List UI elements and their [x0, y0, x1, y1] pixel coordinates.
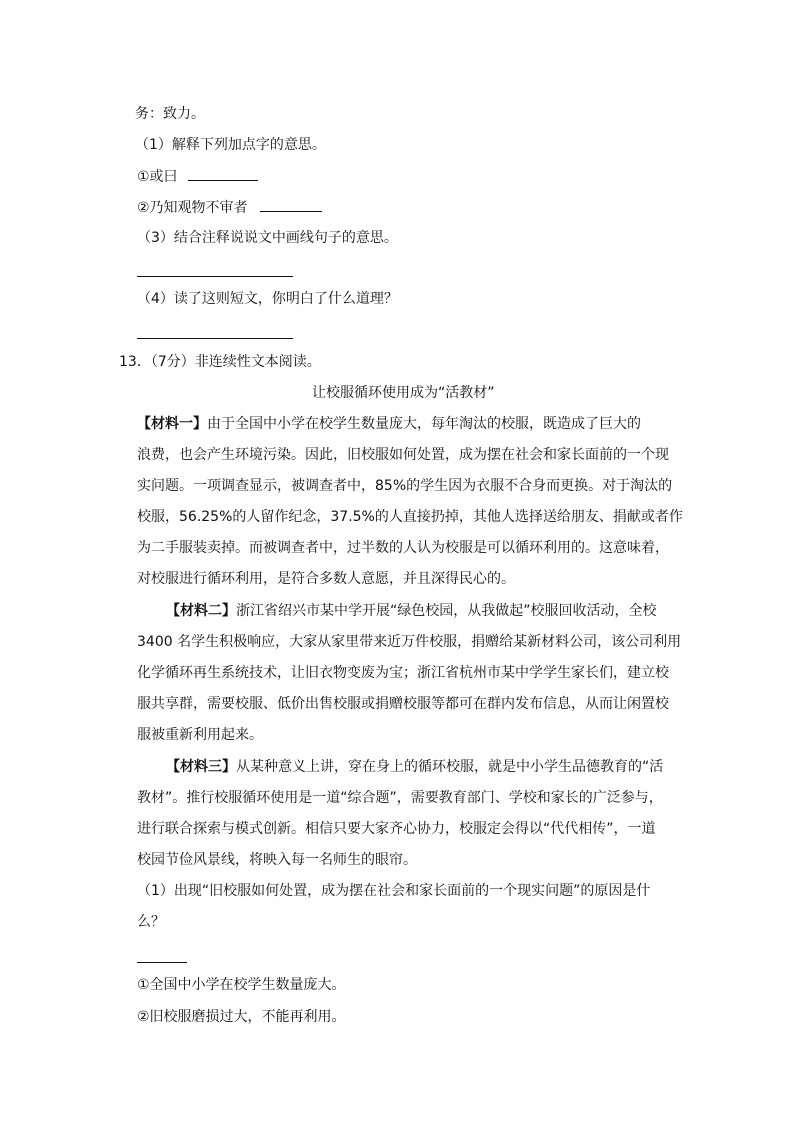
material-2-line-2: 3400 名学生积极响应，大家从家里带来近万件校服，捐赠给某新材料公司，该公司利用	[137, 634, 682, 650]
answer-line-sub-1[interactable]	[137, 962, 187, 963]
answer-blank-a[interactable]	[188, 166, 258, 181]
material-1-line-3: 实问题。一项调查显示，被调查者中，85%的学生因为衣服不合身而更换。对于淘汰的	[137, 478, 673, 494]
material-2-tag: 【材料二】	[166, 603, 236, 619]
answer-1: ①全国中小学在校学生数量庞大。	[137, 977, 346, 993]
material-2-line-5: 服被重新利用起来。	[137, 727, 263, 743]
answer-line-q4[interactable]	[137, 338, 293, 339]
question-13-header: 13．（7分）非连续性文本阅读。	[119, 354, 321, 370]
item-b-text: ②乃知观物不审者	[137, 200, 248, 216]
answer-blank-b[interactable]	[260, 197, 322, 212]
sub-question-1-line-1: （1）出现“旧校服如何处置，成为摆在社会和家长面前的一个现实问题”的原因是什	[137, 883, 651, 899]
sub-question-1-line-2: 么？	[137, 914, 165, 930]
material-2-text: 浙江省绍兴市某中学开展“绿色校园，从我做起”校服回收活动，全校	[236, 603, 657, 619]
annotation-wu: 务：致力。	[135, 106, 205, 122]
material-3-line-4: 校园节俭风景线，将映入每一名师生的眼帘。	[137, 852, 417, 868]
item-a-text: ①或曰	[137, 169, 178, 185]
material-2-line-4: 服共享群，需要校服、低价出售校服或捐赠校服等都可在群内发布信息，从而让闲置校	[137, 696, 669, 712]
material-3-line-2: 教材”。推行校服循环使用是一道“综合题”，需要教育部门、学校和家长的广泛参与，	[137, 790, 663, 806]
material-1-line-6: 对校服进行循环利用，是符合多数人意愿，并且深得民心的。	[137, 571, 515, 587]
material-3-tag: 【材料三】	[166, 759, 236, 775]
material-1-line-4: 校服，56.25%的人留作纪念，37.5%的人直接扔掉，其他人选择送给朋友、捐献或者作	[137, 509, 683, 525]
question-1-title: （1）解释下列加点字的意思。	[135, 137, 326, 153]
answer-line-q3[interactable]	[137, 276, 293, 277]
question-1-item-a	[137, 166, 258, 187]
material-3-line-3: 进行联合探索与模式创新。相信只要大家齐心协力，校服定会得以“代代相传”，一道	[137, 821, 656, 837]
article-title: 让校服循环使用成为“活教材”	[312, 385, 495, 401]
material-3-line-1	[166, 757, 663, 777]
material-1-line-2: 浪费，也会产生环境污染。因此，旧校服如何处置，成为摆在社会和家长面前的一个现	[137, 447, 669, 463]
answer-2: ②旧校服磨损过大，不能再利用。	[137, 1009, 346, 1025]
material-2-line-1	[166, 601, 657, 621]
question-1-item-b	[137, 197, 322, 218]
material-1-tag: 【材料一】	[137, 416, 207, 432]
material-1-line-5: 为二手服装卖掉。而被调查者中，过半数的人认为校服是可以循环利用的。这意味着，	[137, 540, 669, 556]
question-4-title: （4）读了这则短文，你明白了什么道理？	[137, 291, 398, 307]
question-3-title: （3）结合注释说说文中画线句子的意思。	[137, 230, 398, 246]
material-1-text: 由于全国中小学在校学生数量庞大，每年淘汰的校服，既造成了巨大的	[207, 416, 641, 432]
material-2-line-3: 化学循环再生系统技术，让旧衣物变废为宝；浙江省杭州市某中学学生家长们，建立校	[137, 665, 669, 681]
material-1-line-1	[137, 414, 641, 434]
material-3-text: 从某种意义上讲，穿在身上的循环校服，就是中小学生品德教育的“活	[236, 759, 664, 775]
